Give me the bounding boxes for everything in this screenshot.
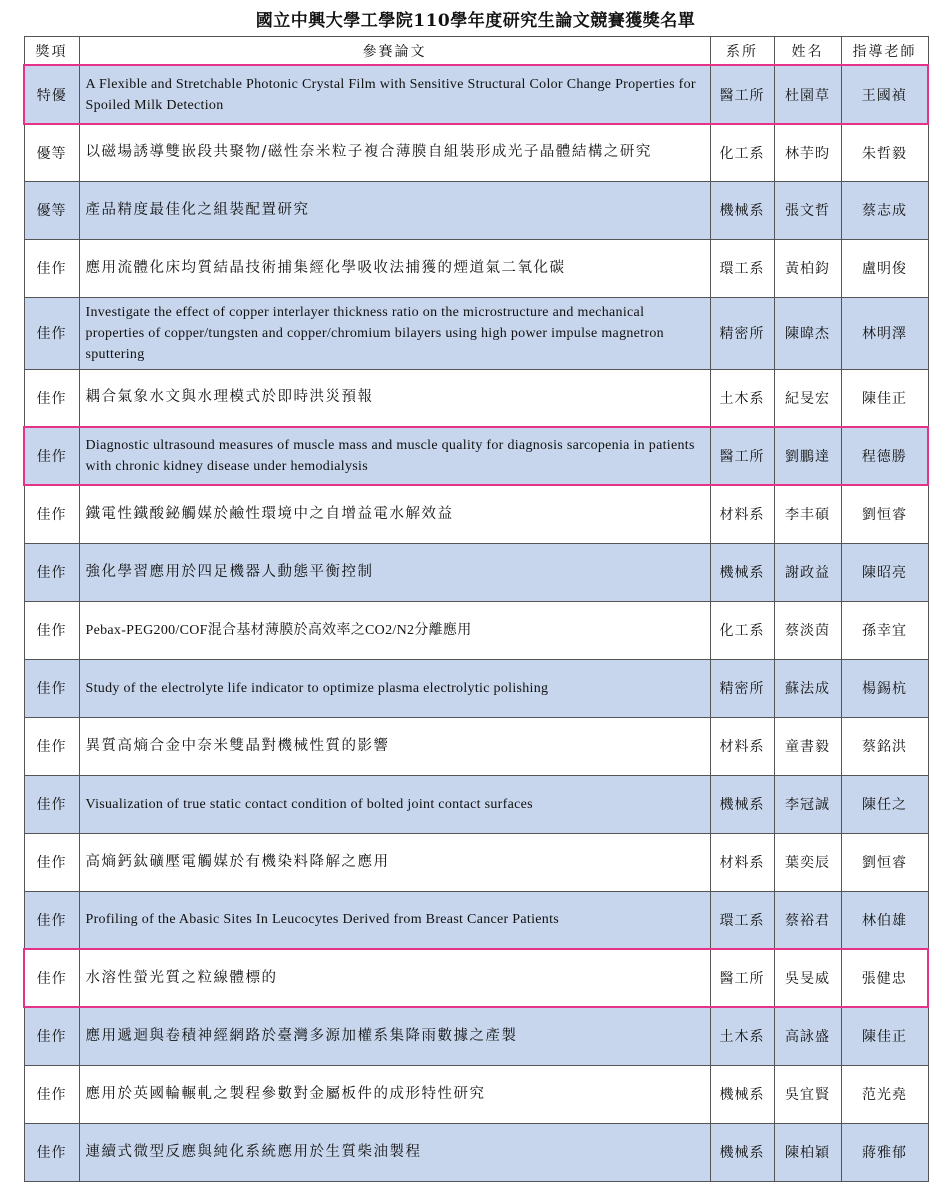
student-name-cell: 謝政益 <box>774 543 841 601</box>
advisor-cell: 陳佳正 <box>841 1007 928 1065</box>
student-name-cell: 蔡淡茵 <box>774 601 841 659</box>
advisor-cell: 蔡銘洪 <box>841 717 928 775</box>
header-name: 姓名 <box>774 37 841 66</box>
advisor-cell: 張健忠 <box>841 949 928 1007</box>
department-cell: 環工系 <box>710 239 774 297</box>
page-title: 國立中興大學工學院110學年度研究生論文競賽獲獎名單 <box>255 11 696 31</box>
paper-title-cell: A Flexible and Stretchable Photonic Crystal Film with Sensitive Structural Color Change Properties for Spoiled Milk Detection <box>79 65 710 124</box>
advisor-cell: 程德勝 <box>841 427 928 485</box>
paper-title-cell: 水溶性螢光質之粒線體標的 <box>79 949 710 1007</box>
header-award: 獎項 <box>24 37 79 66</box>
student-name-cell: 李冠誠 <box>774 775 841 833</box>
paper-title-cell: 高熵鈣鈦礦壓電觸媒於有機染料降解之應用 <box>79 833 710 891</box>
advisor-cell: 王國禎 <box>841 65 928 124</box>
department-cell: 化工系 <box>710 601 774 659</box>
department-cell: 機械系 <box>710 543 774 601</box>
award-cell: 佳作 <box>24 949 79 1007</box>
department-cell: 土木系 <box>710 369 774 427</box>
student-name-cell: 吳宜賢 <box>774 1065 841 1123</box>
award-cell: 佳作 <box>24 1065 79 1123</box>
paper-title-cell: 強化學習應用於四足機器人動態平衡控制 <box>79 543 710 601</box>
department-cell: 機械系 <box>710 181 774 239</box>
department-cell: 機械系 <box>710 775 774 833</box>
advisor-cell: 范光堯 <box>841 1065 928 1123</box>
paper-title-cell: 耦合氣象水文與水理模式於即時洪災預報 <box>79 369 710 427</box>
table-row <box>24 485 928 543</box>
student-name-cell: 李丰碩 <box>774 485 841 543</box>
student-name-cell: 童書毅 <box>774 717 841 775</box>
advisor-cell: 蔡志成 <box>841 181 928 239</box>
advisor-cell: 陳昭亮 <box>841 543 928 601</box>
paper-title-cell: Study of the electrolyte life indicator to optimize plasma electrolytic polishing <box>79 659 710 717</box>
table-row <box>24 1065 928 1123</box>
advisor-cell: 劉恒睿 <box>841 485 928 543</box>
advisor-cell: 朱哲毅 <box>841 124 928 181</box>
table-row <box>24 833 928 891</box>
paper-title-cell: 產品精度最佳化之組裝配置研究 <box>79 181 710 239</box>
award-cell: 佳作 <box>24 369 79 427</box>
table-row <box>24 181 928 239</box>
advisor-cell: 孫幸宜 <box>841 601 928 659</box>
advisor-cell: 陳任之 <box>841 775 928 833</box>
header-advisor: 指導老師 <box>841 37 928 66</box>
advisor-cell: 林明澤 <box>841 297 928 369</box>
department-cell: 精密所 <box>710 297 774 369</box>
paper-title-cell: 應用遞迴與卷積神經網路於臺灣多源加權系集降雨數據之產製 <box>79 1007 710 1065</box>
department-cell: 材料系 <box>710 485 774 543</box>
paper-title-cell: 連續式微型反應與純化系統應用於生質柴油製程 <box>79 1123 710 1181</box>
award-cell: 佳作 <box>24 485 79 543</box>
student-name-cell: 劉鵬達 <box>774 427 841 485</box>
paper-title-cell: Investigate the effect of copper interlayer thickness ratio on the microstructure and mechanical properties of copper/tungsten and copper/chromium bilayers using high power impulse magnetron sputtering <box>79 297 710 369</box>
paper-title-cell: Visualization of true static contact condition of bolted joint contact surfaces <box>79 775 710 833</box>
department-cell: 土木系 <box>710 1007 774 1065</box>
student-name-cell: 林芋昀 <box>774 124 841 181</box>
table-row <box>24 1007 928 1065</box>
department-cell: 精密所 <box>710 659 774 717</box>
department-cell: 環工系 <box>710 891 774 949</box>
table-body <box>24 65 928 1181</box>
advisor-cell: 林伯雄 <box>841 891 928 949</box>
paper-title-cell: 應用流體化床均質結晶技術捕集經化學吸收法捕獲的煙道氣二氧化碳 <box>79 239 710 297</box>
department-cell: 化工系 <box>710 124 774 181</box>
award-cell: 優等 <box>24 181 79 239</box>
paper-title-cell: 異質高熵合金中奈米雙晶對機械性質的影響 <box>79 717 710 775</box>
department-cell: 醫工所 <box>710 427 774 485</box>
header-dept: 系所 <box>710 37 774 66</box>
table-header-row <box>24 37 928 66</box>
student-name-cell: 黃柏鈞 <box>774 239 841 297</box>
table-row <box>24 891 928 949</box>
student-name-cell: 陳暐杰 <box>774 297 841 369</box>
paper-title-cell: Diagnostic ultrasound measures of muscle mass and muscle quality for diagnosis sarcopenia in patients with chronic kidney disease under hemodialysis <box>79 427 710 485</box>
student-name-cell: 吳旻威 <box>774 949 841 1007</box>
table-row <box>24 949 928 1007</box>
advisor-cell: 蔣雅郁 <box>841 1123 928 1181</box>
table-row <box>24 659 928 717</box>
award-cell: 佳作 <box>24 427 79 485</box>
student-name-cell: 張文哲 <box>774 181 841 239</box>
paper-title-cell: 應用於英國輪輾軋之製程參數對金屬板件的成形特性研究 <box>79 1065 710 1123</box>
advisor-cell: 盧明俊 <box>841 239 928 297</box>
table-row <box>24 369 928 427</box>
department-cell: 機械系 <box>710 1123 774 1181</box>
award-cell: 佳作 <box>24 775 79 833</box>
award-cell: 佳作 <box>24 1007 79 1065</box>
department-cell: 機械系 <box>710 1065 774 1123</box>
award-cell: 佳作 <box>24 659 79 717</box>
department-cell: 醫工所 <box>710 949 774 1007</box>
advisor-cell: 劉恒睿 <box>841 833 928 891</box>
table-row <box>24 1123 928 1181</box>
award-cell: 佳作 <box>24 239 79 297</box>
table-row <box>24 427 928 485</box>
awards-table <box>23 36 929 1182</box>
award-cell: 優等 <box>24 124 79 181</box>
student-name-cell: 紀旻宏 <box>774 369 841 427</box>
award-cell: 佳作 <box>24 1123 79 1181</box>
table-row <box>24 239 928 297</box>
award-cell: 佳作 <box>24 601 79 659</box>
student-name-cell: 蘇法成 <box>774 659 841 717</box>
paper-title-cell: Pebax-PEG200/COF混合基材薄膜於高效率之CO2/N2分離應用 <box>79 601 710 659</box>
table-row <box>24 601 928 659</box>
paper-title-cell: 鐵電性鐵酸鉍觸媒於鹼性環境中之自增益電水解效益 <box>79 485 710 543</box>
award-cell: 特優 <box>24 65 79 124</box>
student-name-cell: 蔡裕君 <box>774 891 841 949</box>
department-cell: 材料系 <box>710 717 774 775</box>
award-cell: 佳作 <box>24 833 79 891</box>
paper-title-cell: Profiling of the Abasic Sites In Leucocytes Derived from Breast Cancer Patients <box>79 891 710 949</box>
student-name-cell: 高詠盛 <box>774 1007 841 1065</box>
table-row <box>24 717 928 775</box>
department-cell: 材料系 <box>710 833 774 891</box>
header-paper: 參賽論文 <box>79 37 710 66</box>
student-name-cell: 葉奕辰 <box>774 833 841 891</box>
student-name-cell: 陳柏穎 <box>774 1123 841 1181</box>
advisor-cell: 陳佳正 <box>841 369 928 427</box>
table-row <box>24 775 928 833</box>
table-row <box>24 297 928 369</box>
table-row <box>24 543 928 601</box>
table-row <box>24 124 928 181</box>
department-cell: 醫工所 <box>710 65 774 124</box>
paper-title-cell: 以磁場誘導雙嵌段共聚物/磁性奈米粒子複合薄膜自組裝形成光子晶體結構之研究 <box>79 124 710 181</box>
table-row <box>24 65 928 124</box>
award-cell: 佳作 <box>24 297 79 369</box>
student-name-cell: 杜園草 <box>774 65 841 124</box>
award-cell: 佳作 <box>24 717 79 775</box>
award-cell: 佳作 <box>24 891 79 949</box>
award-cell: 佳作 <box>24 543 79 601</box>
advisor-cell: 楊錫杭 <box>841 659 928 717</box>
